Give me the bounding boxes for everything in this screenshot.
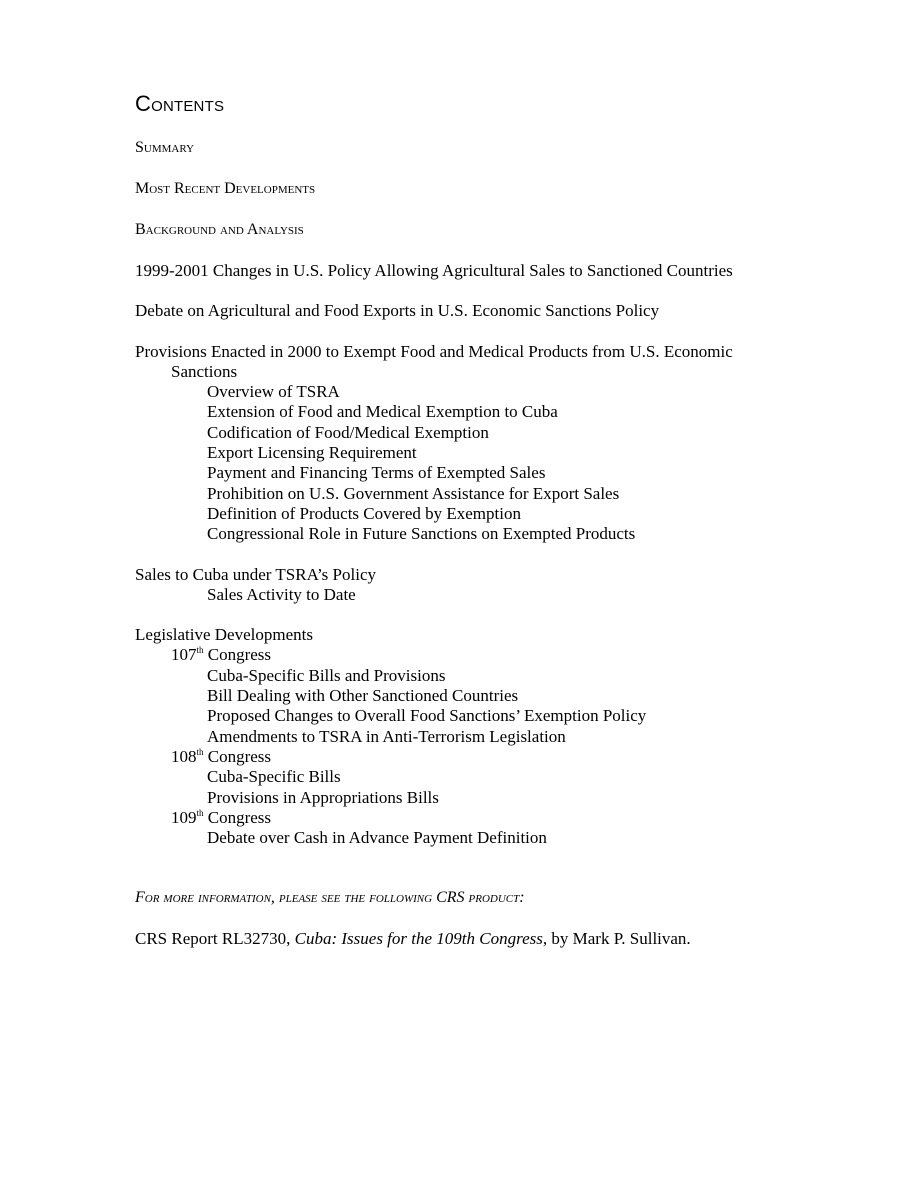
toc-provisions-section <box>135 342 815 545</box>
toc-provisions-line2: Sanctions <box>171 361 238 381</box>
ref-suffix: , by Mark P. Sullivan. <box>542 929 691 949</box>
toc-subitem[interactable]: Definition of Products Covered by Exemption <box>207 503 521 523</box>
toc-legislative-section <box>135 625 815 848</box>
congress-number: 108 <box>171 746 197 766</box>
toc-subitem[interactable]: Proposed Changes to Overall Food Sanctions’ Exemption Policy <box>207 706 647 726</box>
toc-subitem[interactable]: Provisions in Appropriations Bills <box>207 787 439 807</box>
toc-subitem[interactable]: Prohibition on U.S. Government Assistance for Export Sales <box>207 483 620 503</box>
toc-subitem[interactable]: Export Licensing Requirement <box>207 443 417 463</box>
toc-most-recent-developments[interactable]: Most Recent Developments <box>135 180 316 197</box>
toc-subitem[interactable]: Extension of Food and Medical Exemption to Cuba <box>207 402 558 422</box>
toc-policy-changes[interactable]: 1999-2001 Changes in U.S. Policy Allowing Agricultural Sales to Sanctioned Countries <box>135 261 733 280</box>
spacer <box>135 868 815 888</box>
toc-provisions[interactable] <box>135 342 815 383</box>
congress-number: 107 <box>171 645 197 665</box>
more-info-heading: For more information, please see the following CRS product: <box>135 889 525 907</box>
toc-subitem[interactable]: Sales Activity to Date <box>207 584 356 604</box>
toc-subitem[interactable]: Bill Dealing with Other Sanctioned Countries <box>207 686 519 706</box>
ref-title[interactable]: Cuba: Issues for the 109th Congress <box>294 929 543 949</box>
ordinal-suffix: th <box>196 645 204 656</box>
toc-subitem[interactable]: Congressional Role in Future Sanctions on Exempted Products <box>207 524 636 544</box>
toc-background-and-analysis[interactable]: Background and Analysis <box>135 221 304 238</box>
toc-subitem[interactable]: Overview of TSRA <box>207 382 340 402</box>
toc-subitem[interactable]: Amendments to TSRA in Anti-Terrorism Legislation <box>207 726 566 746</box>
ordinal-suffix: th <box>196 807 204 818</box>
toc-108th-congress[interactable] <box>135 747 815 767</box>
toc-subitem[interactable]: Codification of Food/Medical Exemption <box>207 422 489 442</box>
toc-summary[interactable]: Summary <box>135 139 195 156</box>
toc-subitem[interactable]: Cuba-Specific Bills and Provisions <box>207 665 446 685</box>
toc-sales[interactable]: Sales to Cuba under TSRA’s Policy <box>135 564 376 584</box>
congress-label: Congress <box>203 645 272 665</box>
toc-legislative[interactable]: Legislative Developments <box>135 625 313 645</box>
toc-subitem[interactable]: Payment and Financing Terms of Exempted Sales <box>207 463 546 483</box>
contents-page <box>135 88 815 950</box>
toc-107th-congress[interactable] <box>135 645 815 665</box>
contents-heading: Contents <box>135 91 225 116</box>
toc-109th-congress[interactable] <box>135 808 815 828</box>
ref-prefix: CRS Report RL32730, <box>135 929 295 949</box>
toc-subitem[interactable]: Cuba-Specific Bills <box>207 767 341 787</box>
congress-label: Congress <box>203 807 272 827</box>
crs-report-reference <box>135 929 815 949</box>
toc-sales-section <box>135 565 815 606</box>
toc-debate[interactable]: Debate on Agricultural and Food Exports in U.S. Economic Sanctions Policy <box>135 301 660 321</box>
congress-label: Congress <box>203 746 272 766</box>
toc-provisions-line1: Provisions Enacted in 2000 to Exempt Food and Medical Products from U.S. Economic <box>135 341 733 361</box>
congress-number: 109 <box>171 807 197 827</box>
ordinal-suffix: th <box>196 746 204 757</box>
toc-subitem[interactable]: Debate over Cash in Advance Payment Definition <box>207 828 547 848</box>
